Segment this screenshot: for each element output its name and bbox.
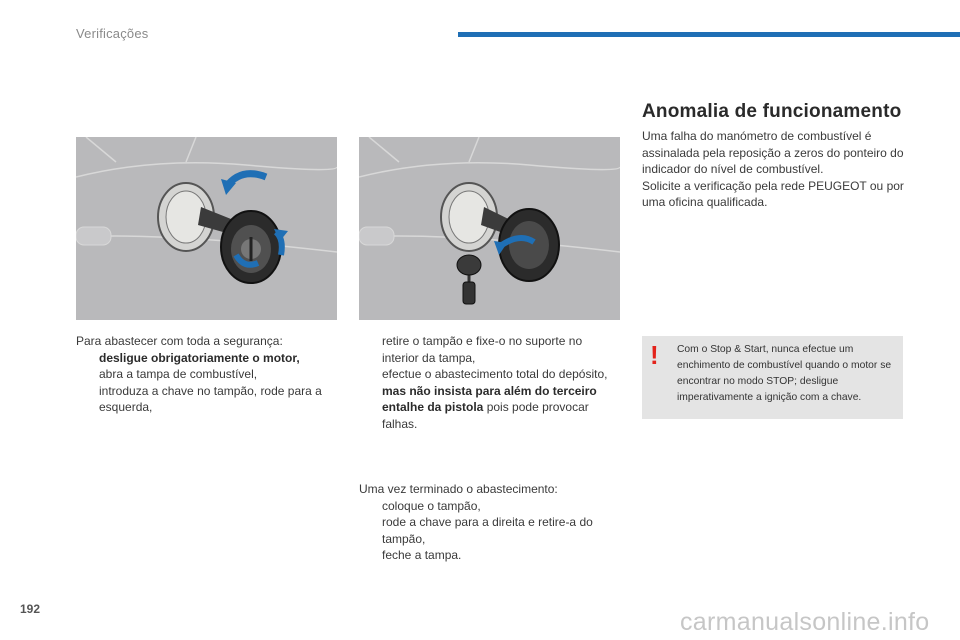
list-item: rode a chave para a direita e retire-a do tampão, bbox=[382, 515, 593, 546]
warning-box bbox=[642, 336, 903, 419]
refuel-intro: Para abastecer com toda a segurança: bbox=[76, 334, 283, 348]
illustration-open-fuel-cap bbox=[76, 137, 337, 320]
illustration-cap-removed bbox=[359, 137, 620, 320]
header-accent-bar bbox=[458, 32, 960, 37]
list-item: feche a tampa. bbox=[382, 548, 462, 562]
column-2-text bbox=[359, 333, 621, 432]
warning-icon: ! bbox=[650, 340, 659, 370]
anomaly-text bbox=[642, 128, 904, 211]
list-item: abra a tampa de combustível, bbox=[99, 367, 258, 381]
after-refuel-text bbox=[359, 481, 621, 564]
after-refuel-intro: Uma vez terminado o abastecimento: bbox=[359, 482, 558, 496]
list-item: retire o tampão e fixe-o no suporte no interior da tampa, bbox=[382, 334, 583, 365]
list-item: efectue o abastecimento total do depósito, mas não insista para além do terceiro entalhe da pistola pois pode provocar falhas. bbox=[382, 367, 608, 431]
page-number: 192 bbox=[20, 602, 41, 616]
warning-text: Com o Stop & Start, nunca efectue um enchimento de combustível quando o motor se encontrar no modo STOP; desligue imperativamente a ignição com a chave. bbox=[677, 344, 892, 403]
list-item: coloque o tampão, bbox=[382, 498, 481, 513]
section-title: Verificações bbox=[76, 26, 149, 41]
list-item: desligue obrigatoriamente o motor, bbox=[99, 350, 300, 365]
anomaly-paragraph: Solicite a verificação pela rede PEUGEOT ou por uma oficina qualificada. bbox=[642, 178, 904, 209]
anomaly-heading: Anomalia de funcionamento bbox=[642, 101, 902, 122]
watermark: carmanualsonline.info bbox=[680, 608, 930, 636]
column-1-text bbox=[76, 333, 338, 416]
list-item: introduza a chave no tampão, rode para a esquerda, bbox=[99, 383, 322, 414]
anomaly-paragraph: Uma falha do manómetro de combustível é assinalada pela reposição a zeros do ponteiro do indicador do nível de combustível. bbox=[642, 129, 904, 176]
